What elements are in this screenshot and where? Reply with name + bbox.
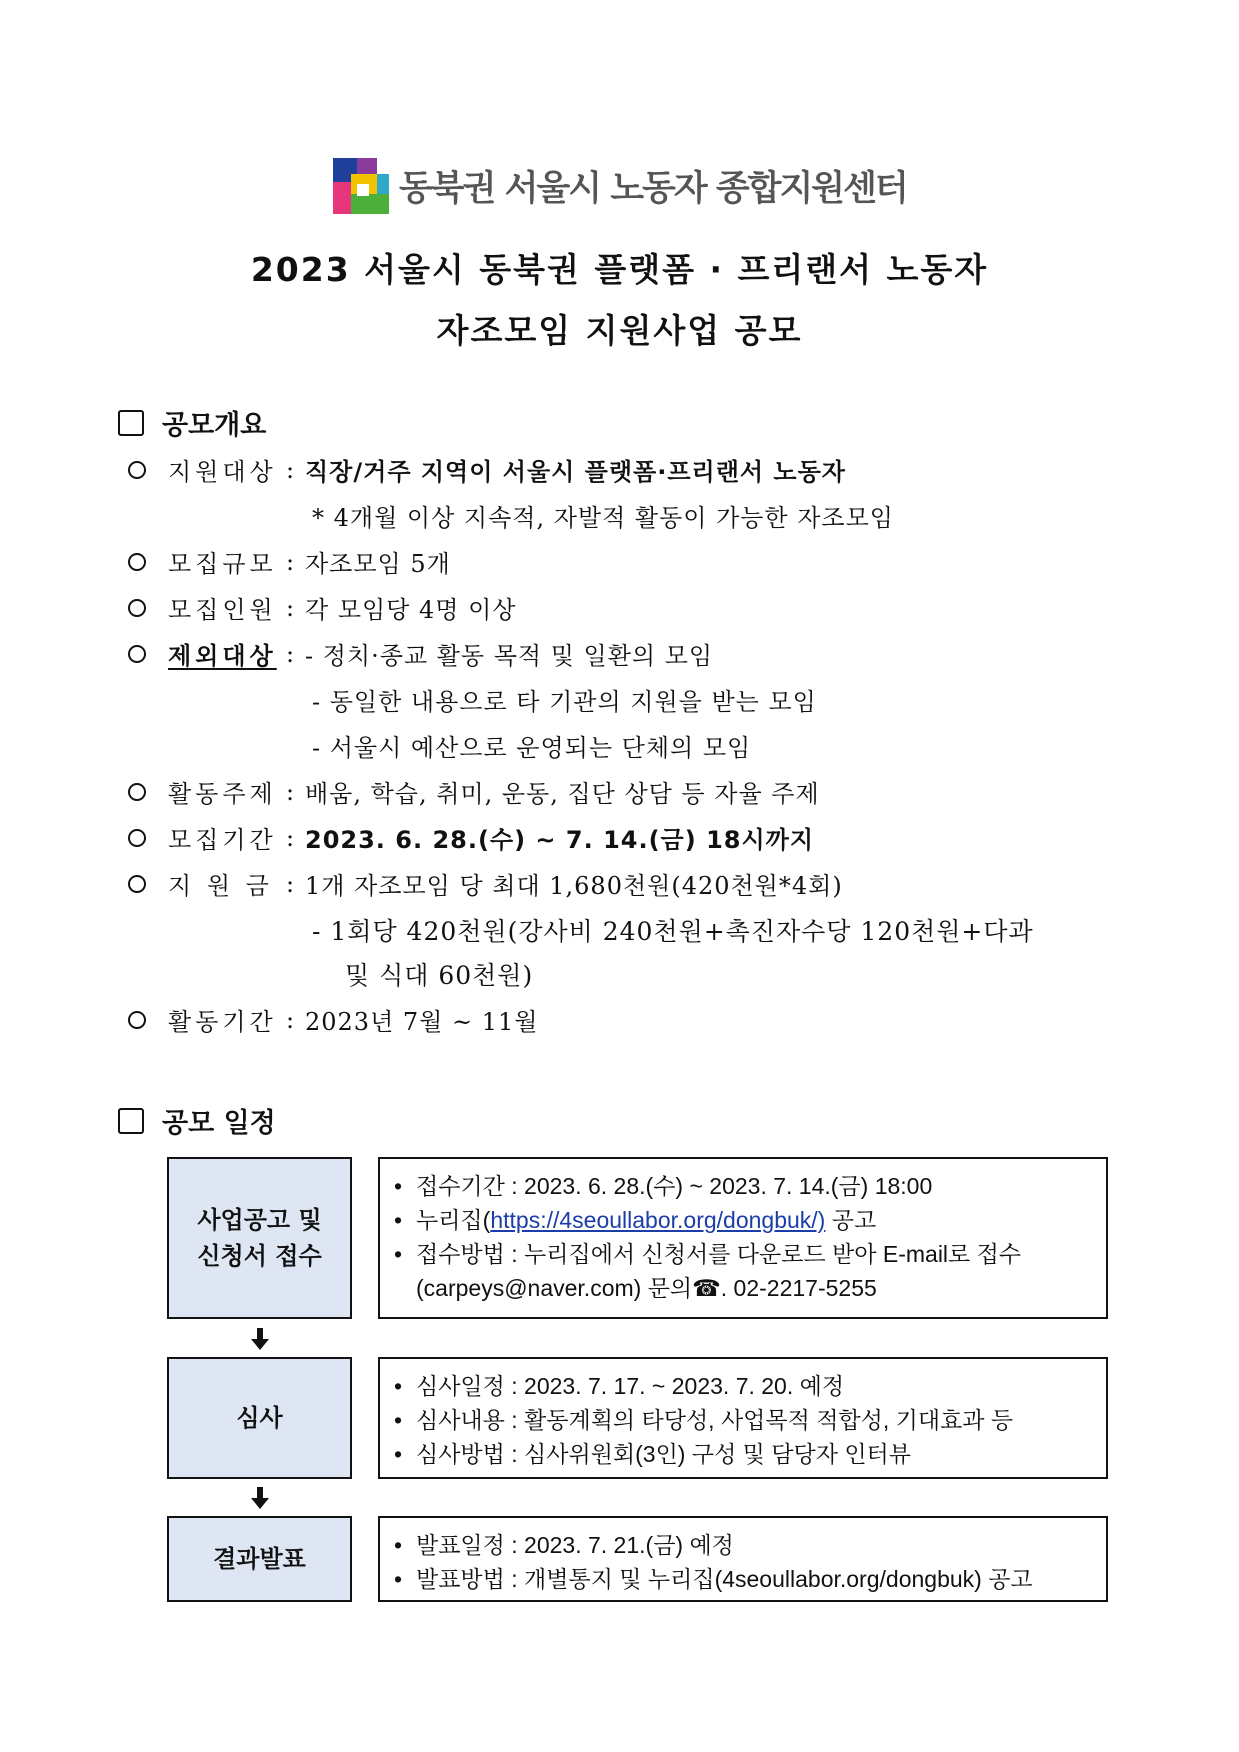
fund-detail-line2: 및 식대 60천원) [345,961,534,990]
detail-line [394,1237,1106,1271]
row-value: 직장/거주 지역이 서울시 플랫폼·프리랜서 노동자 [305,458,846,486]
stage-detail-result [378,1516,1108,1602]
overview-row-period [128,820,814,855]
hollow-circle-icon [128,1011,146,1029]
row-colon: : [285,777,295,806]
stage-detail-review [378,1357,1108,1479]
row-value: 배움, 학습, 취미, 운동, 집단 상담 등 자율 주제 [305,780,820,808]
row-value: 각 모임당 4명 이상 [305,596,517,624]
stage-box-application: 사업공고 및 신청서 접수 [167,1157,352,1319]
row-label: 모집인원 [168,596,277,624]
row-colon: : [285,547,295,576]
hollow-circle-icon [128,461,146,479]
bullet-icon: • [394,1532,403,1558]
detail-line [394,1169,1106,1203]
row-value: 2023년 7월 ~ 11월 [305,1008,539,1036]
fund-detail-line1: - 1회당 420천원(강사비 240천원+촉진자수당 120천원+다과 [312,917,1034,946]
page-title-line2: 자조모임 지원사업 공모 [436,311,803,350]
row-label: 지 원 금 [168,872,273,900]
detail-text: 발표방법 : 개별통지 및 누리집(4seoullabor.org/dongbuk) 공고 [416,1566,1033,1592]
overview-row-activity [128,1002,538,1037]
detail-text: 누리집( [416,1207,491,1233]
hollow-circle-icon [128,553,146,571]
detail-line [394,1203,1106,1237]
row-value: 자조모임 5개 [305,550,451,578]
hollow-circle-icon [128,783,146,801]
target-note: * 4개월 이상 지속적, 자발적 활동이 가능한 자조모임 [312,504,894,532]
section-overview-title: 공모개요 [162,410,267,441]
detail-line [394,1403,1106,1437]
row-colon: : [285,455,295,484]
row-label: 지원대상 [168,458,277,486]
stage-box-result: 결과발표 [167,1516,352,1602]
page-title-line1: 2023 서울시 동북권 플랫폼 · 프리랜서 노동자 [250,250,989,289]
detail-line [394,1528,1106,1562]
bullet-icon: • [394,1566,403,1592]
section-schedule-heading [118,1101,276,1140]
detail-text: 공고 [825,1207,877,1233]
hollow-circle-icon [128,599,146,617]
row-value: 2023. 6. 28.(수) ~ 7. 14.(금) 18시까지 [305,826,815,854]
hollow-circle-icon [128,645,146,663]
center-logo [333,156,907,216]
bullet-icon: • [394,1407,403,1433]
detail-text: 심사내용 : 활동계획의 타당성, 사업목적 적합성, 기대효과 등 [416,1407,1014,1433]
detail-text: 접수기간 : 2023. 6. 28.(수) ~ 2023. 7. 14.(금) 18:00 [416,1173,933,1199]
exclude-item: - 서울시 예산으로 운영되는 단체의 모임 [312,734,752,762]
detail-text: 심사방법 : 심사위원회(3인) 구성 및 담당자 인터뷰 [416,1441,911,1467]
row-label: 활동기간 [168,1008,277,1036]
row-colon: : [285,823,295,852]
row-colon: : [285,639,295,668]
detail-line [394,1369,1106,1403]
hollow-circle-icon [128,875,146,893]
stage-detail-application [378,1157,1108,1319]
overview-row-fund [128,866,843,901]
logo-mark-icon [333,158,389,214]
row-label: 제외대상 [168,642,277,670]
row-label: 모집기간 [168,826,277,854]
hollow-circle-icon [128,829,146,847]
stage-box-review: 심사 [167,1357,352,1479]
bullet-icon: • [394,1373,403,1399]
bullet-icon: • [394,1173,403,1199]
detail-text: 심사일정 : 2023. 7. 17. ~ 2023. 7. 20. 예정 [416,1373,845,1399]
row-colon: : [285,1005,295,1034]
row-label: 활동주제 [168,780,277,808]
homepage-link[interactable]: https://4seoullabor.org/dongbuk/) [490,1207,826,1233]
arrow-down-icon [250,1487,270,1509]
row-colon: : [285,869,295,898]
overview-row-theme [128,774,820,809]
overview-row-target [128,452,846,487]
exclude-item: - 정치·종교 활동 목적 및 일환의 모임 [305,642,714,670]
bullet-icon: • [394,1207,403,1233]
exclude-item: - 동일한 내용으로 타 기관의 지원을 받는 모임 [312,688,817,716]
arrow-down-icon [250,1328,270,1350]
row-value: 1개 자조모임 당 최대 1,680천원(420천원*4회) [305,872,843,900]
overview-row-exclude [128,636,713,671]
logo-text: 동북권 서울시 노동자 종합지원센터 [399,169,907,209]
checkbox-square-icon [118,1108,144,1134]
row-label: 모집규모 [168,550,277,578]
checkbox-square-icon [118,410,144,436]
detail-text: 접수방법 : 누리집에서 신청서를 다운로드 받아 E-mail로 접수 [416,1241,1022,1267]
bullet-icon: • [394,1241,403,1267]
bullet-icon: • [394,1441,403,1467]
overview-row-members [128,590,516,625]
section-overview-heading [118,403,266,442]
detail-line [394,1562,1106,1596]
row-colon: : [285,593,295,622]
section-schedule-title: 공모 일정 [162,1108,276,1139]
overview-row-scale [128,544,451,579]
detail-line [394,1437,1106,1471]
detail-line: (carpeys@naver.com) 문의☎. 02-2217-5255 [416,1275,877,1301]
detail-text: 발표일정 : 2023. 7. 21.(금) 예정 [416,1532,734,1558]
